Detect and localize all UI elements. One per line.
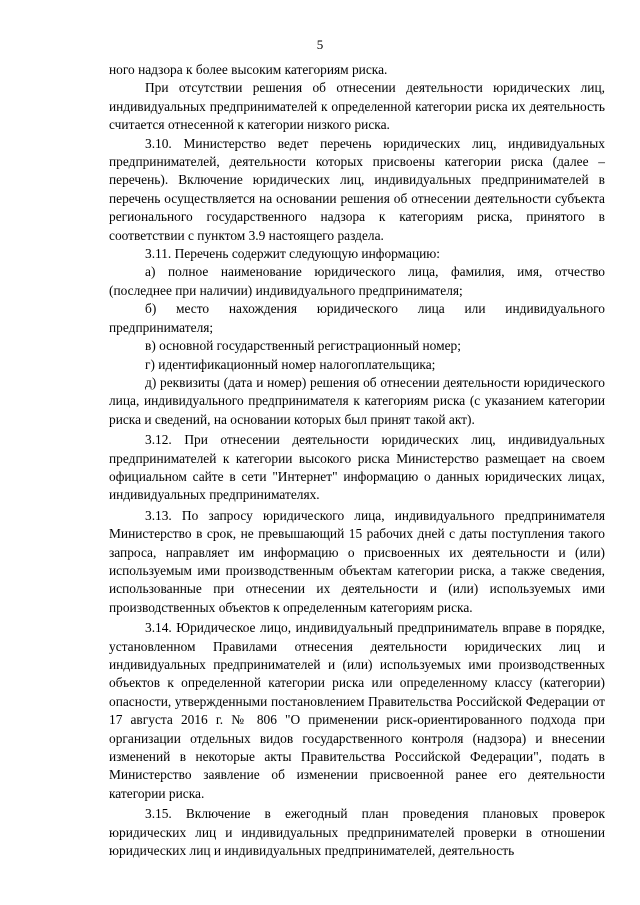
list-item-a: а) полное наименование юридического лица, фамилия, имя, отчество (последнее при наличии) индивидуального предпринимателя; xyxy=(109,264,605,298)
list-item-v: в) основной государственный регистрационный номер; xyxy=(145,338,461,354)
list-item-g: г) идентификационный номер налогоплательщика; xyxy=(145,356,436,372)
page-number: 5 xyxy=(316,37,324,52)
paragraph-3-12: 3.12. При отнесении деятельности юридических лиц, индивидуальных предпринимателей к категории высокого риска Министерство размещает на своем официальном сайте в сети "Интернет" информацию о данных юридических лицах, индивидуальных предпринимателях. xyxy=(109,432,605,503)
paragraph-no-decision: При отсутствии решения об отнесении деятельности юридических лиц, индивидуальных предпринимателей к определенной категории риска их деятельность считается отнесенной к категории низкого риска. xyxy=(109,80,605,133)
paragraph-3-11: 3.11. Перечень содержит следующую информацию: xyxy=(145,246,441,262)
paragraph-continuation: ного надзора к более высоким категориям риска. xyxy=(109,62,388,77)
paragraph-3-15: 3.15. Включение в ежегодный план проведения плановых проверок юридических лиц и индивидуальных предпринимателей проверки в отношении юридических лиц и индивидуальных предпринимателей, деятельность xyxy=(109,806,605,859)
paragraph-3-10: 3.10. Министерство ведет перечень юридических лиц, индивидуальных предпринимателей, деятельности которых присвоены категории риска (далее – перечень). Включение юридических лиц, индивидуальных предпринимателей в перечень осуществляется на основании решения об отнесении деятельности субъекта регионального государственного надзора к категориям риска, принятого в соответствии с пунктом 3.9 настоящего раздела. xyxy=(109,135,605,243)
paragraph-3-14: 3.14. Юридическое лицо, индивидуальный предприниматель вправе в порядке, установленном Правилами отнесения деятельности юридических лиц и индивидуальных предпринимателей и (или) используемых ими производственных объектов к определенной категории риска или определенному классу (категории) опасности, утвержденными постановлением Правительства Российской Федерации от 17 августа 2016 г. № 806 "О применении риск-ориентированного подхода при организации отдельных видов государственного контроля (надзора) и внесении изменений в некоторые акты Правительства Российской Федерации", подать в Министерство заявление об изменении присвоенной ранее его деятельности категории риска. xyxy=(109,620,605,801)
paragraph-3-13: 3.13. По запросу юридического лица, индивидуального предпринимателя Министерство в срок, не превышающий 15 рабочих дней с даты поступления такого запроса, направляет им информацию о присвоенных их деятельности и (или) используемым ими производственным объектам категории риска, а также сведения, использованные при отнесении их деятельности и (или) используемых ими производственных объектов к определенным категориям риска. xyxy=(109,507,605,615)
document-body xyxy=(109,61,605,860)
list-item-b: б) место нахождения юридического лица или индивидуального предпринимателя; xyxy=(109,301,605,335)
list-item-d: д) реквизиты (дата и номер) решения об отнесении деятельности юридического лица, индивидуального предпринимателя к категориям риска (с указанием категории риска и сведений, на основании которых был принят такой акт). xyxy=(109,374,605,427)
